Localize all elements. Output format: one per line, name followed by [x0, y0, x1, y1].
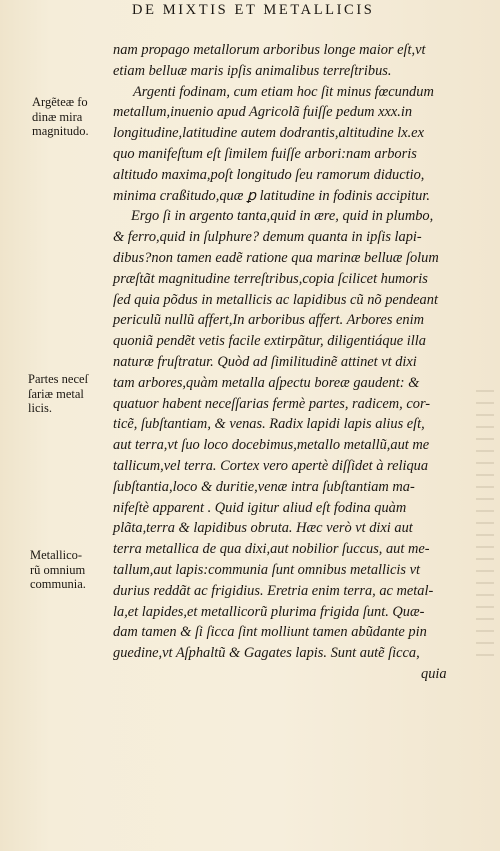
text-line: tallum,aut lapis:communia ſunt omnibus metallicis vt [113, 561, 420, 578]
text-line: terra metallica de qua dixi,aut nobilior ſuccus, aut me- [113, 541, 430, 558]
show-through-shadow [476, 380, 494, 660]
text-line: quatuor habent neceſſarias fermè partes, radicem, cor- [113, 395, 431, 412]
text-line: præſtãt magnitudine terreſtribus,copia ſcilicet humoris [113, 270, 428, 287]
text-line: quoniã pendẽt vetis facile extirpãtur, diligentiáque illa [113, 333, 426, 350]
text-line: Argenti fodinam, cum etiam hoc ſit minus fœcundum [133, 83, 434, 100]
text-line: dam tamen & ſi ſicca ſint molliunt tamen abũdante pin [113, 624, 427, 641]
text-line: ſed quia põdus in metallicis ac lapidibus cũ nõ pendeant [113, 291, 438, 308]
text-line: longitudine,latitudine autem dodrantis,altitudine lx.ex [113, 125, 424, 142]
running-header: DE MIXTIS ET METALLICIS [132, 2, 375, 18]
margin-note-metallicorum [30, 548, 86, 592]
text-line: tallicum,vel terra. Cortex vero apertè diſſidet à reliqua [113, 457, 429, 474]
text-line: metallum,inuenio apud Agricolã fuiſſe pedum xxx.in [113, 104, 413, 121]
text-line: guedine,vt Aſphaltũ & Gagates lapis. Sunt autẽ ſicca, [113, 645, 420, 662]
text-line: aut terra,vt ſuo loco docebimus,metallo metallũ,aut me [113, 437, 430, 454]
margin-note-argentea [32, 95, 89, 139]
text-line: plãta,terra & lapidibus obruta. Hæc verò vt dixi aut [113, 520, 413, 537]
text-line: la,et lapides,et metallicorũ plurima frigida ſunt. Quæ- [113, 603, 425, 620]
margin-note-line: Argẽteæ fo [32, 95, 88, 109]
text-line: ticẽ, ſubſtantiam, & venas. Radix lapidi lapis alius eſt, [113, 416, 425, 433]
text-line: naturæ fruſtratur. Quòd ad ſimilitudinẽ attinet vt dixi [113, 353, 417, 370]
margin-note-line: magnitudo. [32, 124, 89, 138]
text-line: altitudo maxima,poſt longitudo ſeu ramorum diductio, [113, 166, 425, 183]
text-line: nifeſtè apparent . Quid igitur aliud eſt fodina quàm [113, 499, 407, 516]
margin-note-line: rũ omnium [30, 562, 86, 577]
text-line: & ferro,quid in ſulphure? demum quanta in ipſis lapi- [113, 229, 422, 246]
text-line: tam arbores,quàm metalla aſpectu boreæ gaudent: & [113, 374, 420, 391]
margin-note-line: communia. [30, 577, 86, 591]
text-line: periculũ nullũ affert,In arboribus affert. Arbores enim [113, 312, 424, 329]
margin-note-line: Metallico- [30, 548, 83, 562]
text-line: quo manifeſtum eſt ſimilem fuiſſe arbori:nam arboris [113, 145, 417, 162]
text-line: etiam belluæ maris ipſis animalibus terreſtribus. [113, 62, 392, 79]
catchword: quia [421, 665, 447, 682]
text-line: nam propago metallorum arboribus longe maior eſt,vt [113, 42, 426, 58]
margin-note-line: ſariæ metal [28, 386, 84, 401]
text-line: durius reddãt ac frigidius. Eretria enim terra, ac metal- [113, 582, 434, 599]
text-line: minima craßitudo,quæ ꝑ latitudine in fodinis accipitur. [113, 187, 430, 204]
margin-note-line: Partes neceſ [28, 372, 89, 386]
text-line: ſubſtantia,loco & duritie,venæ intra ſubſtantiam ma- [113, 478, 415, 495]
body-text [113, 40, 483, 685]
margin-note-partes [28, 372, 88, 416]
margin-note-line: dinæ mira [32, 109, 83, 124]
text-line: dibus?non tamen eadẽ ratione qua marinæ belluæ ſolum [113, 249, 439, 266]
text-line: Ergo ſi in argento tanta,quid in ære, quid in plumbo, [131, 208, 434, 225]
margin-note-line: licis. [28, 401, 52, 415]
